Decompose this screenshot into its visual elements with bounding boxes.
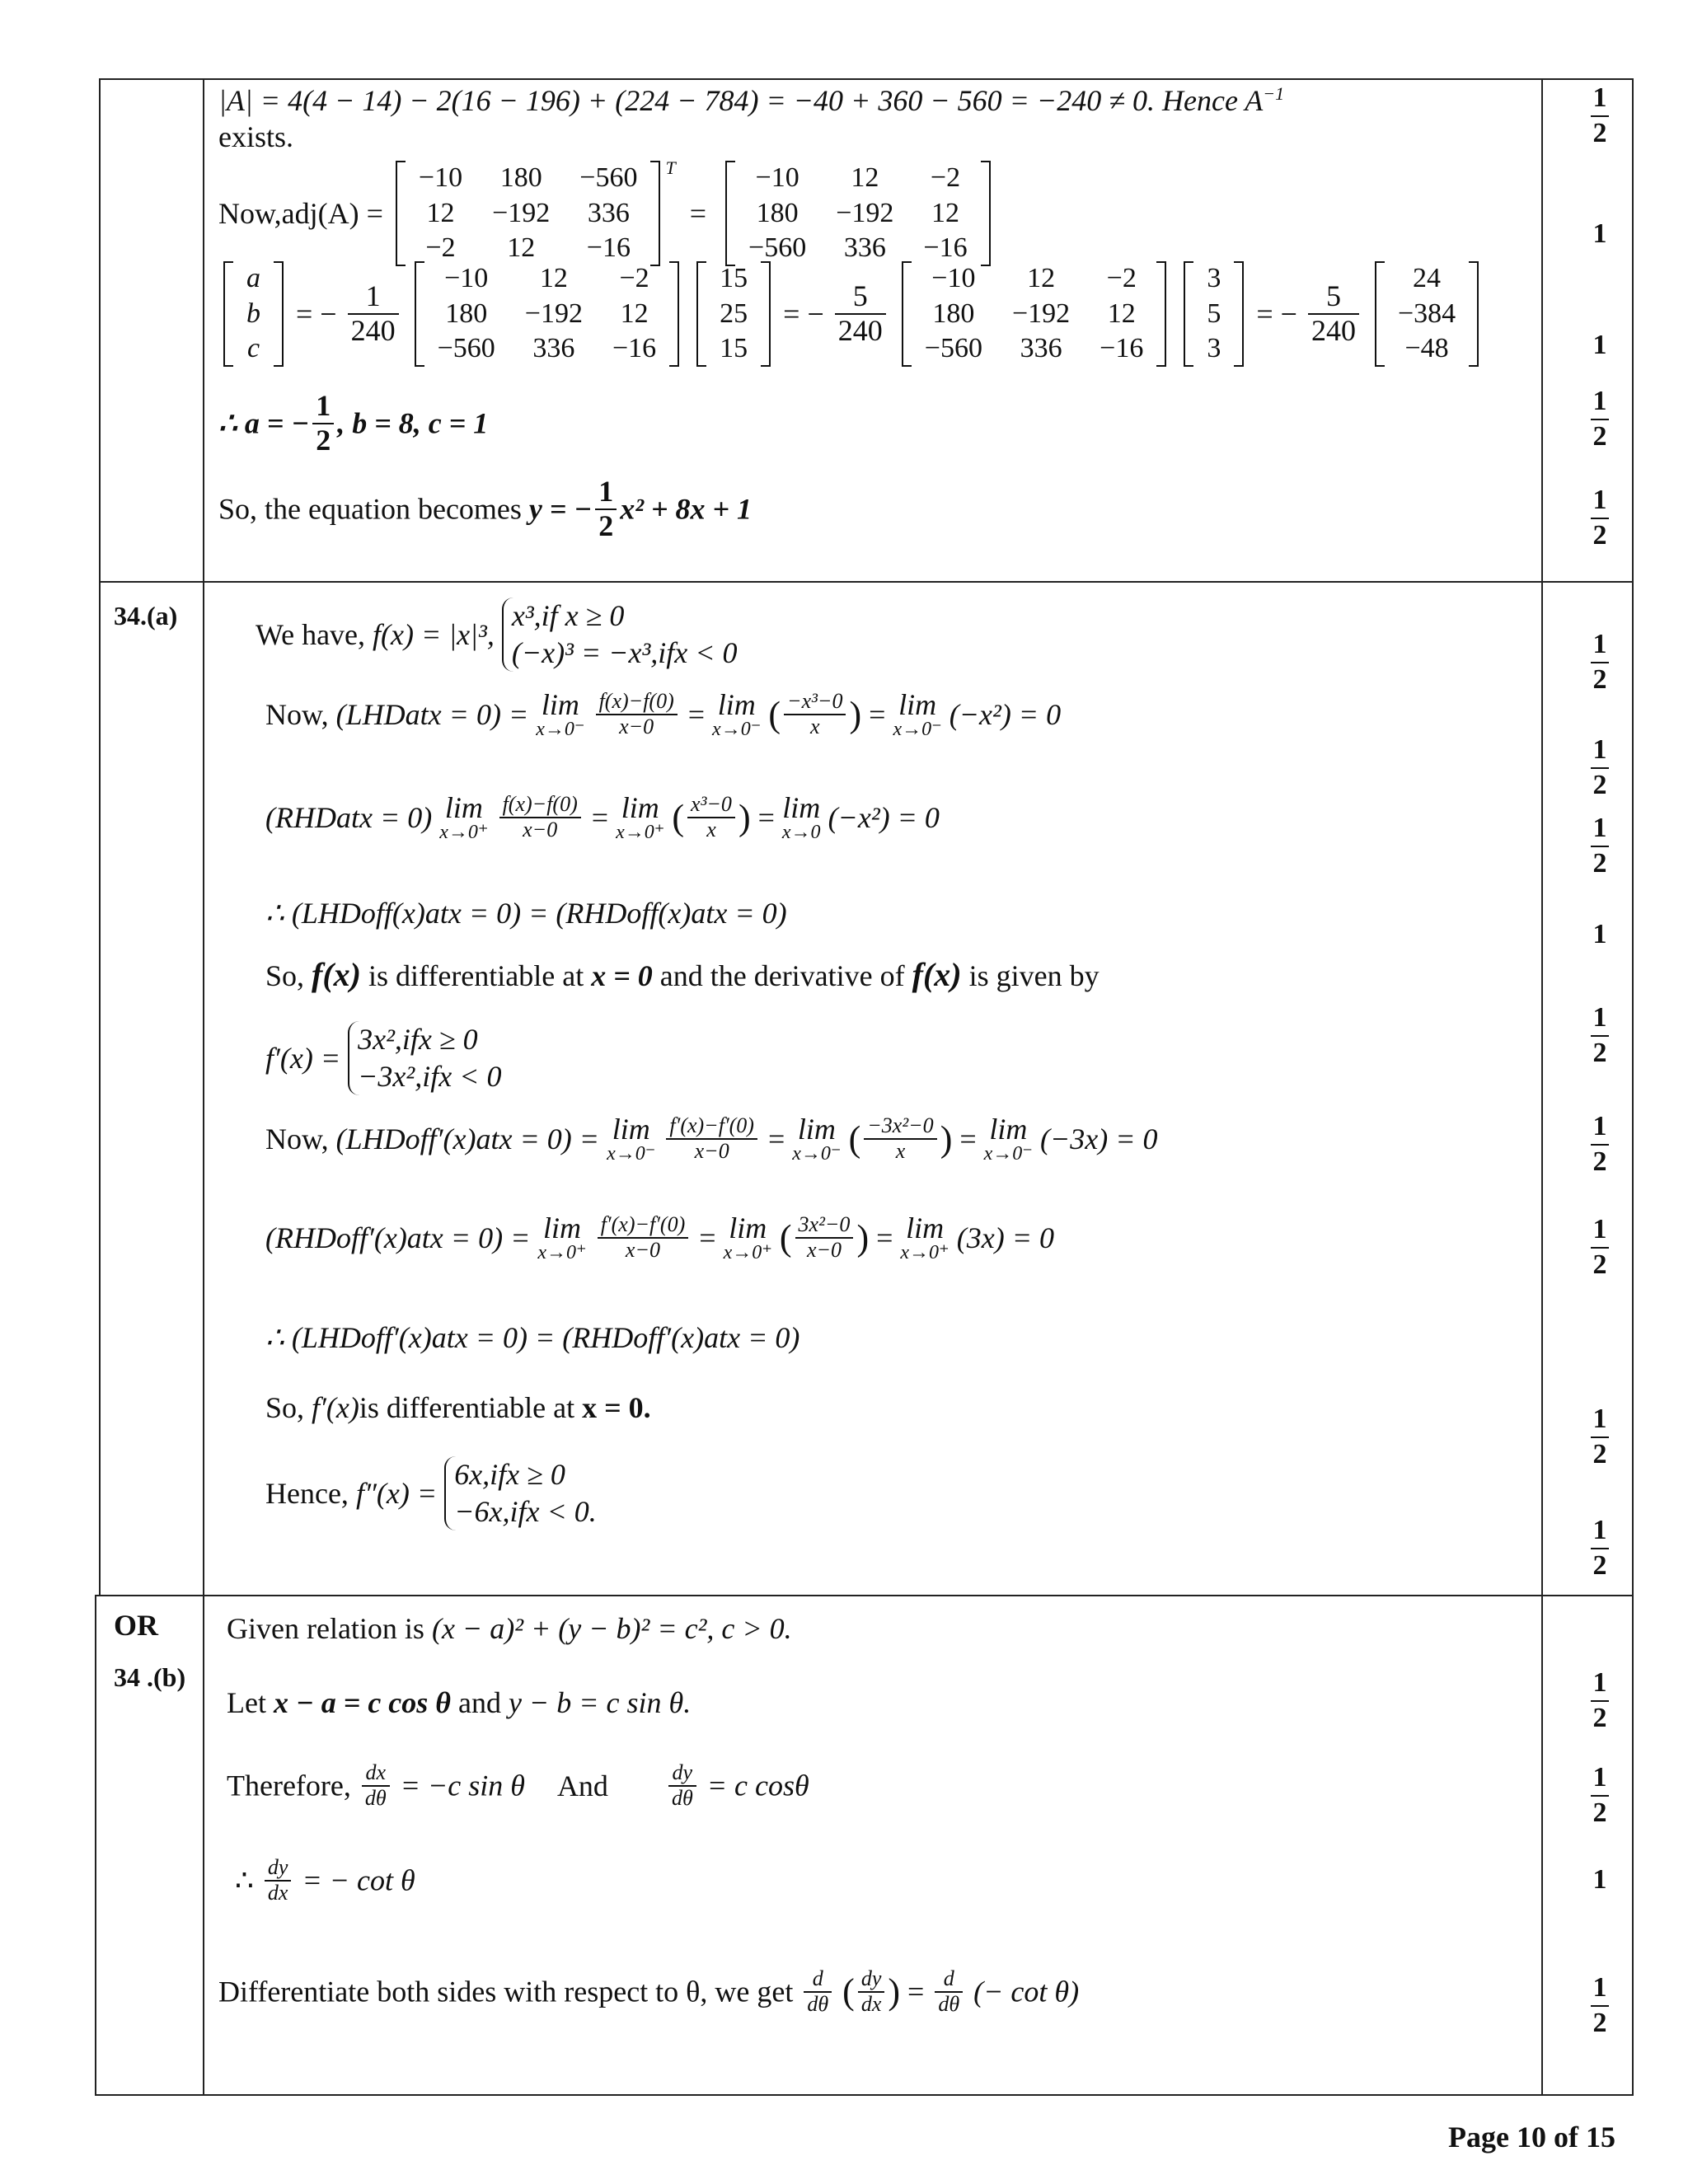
math-part: lim: [782, 791, 821, 824]
numerator: 1: [595, 476, 617, 510]
math-part: x→0⁻: [712, 719, 762, 740]
lhd-equals-rhd-f-prime: ∴ (LHDoff′(x)atx = 0) = (RHDoff′(x)atx = 0): [265, 1321, 800, 1354]
lhd-equals-rhd-f: ∴ (LHDoff(x)atx = 0) = (RHDoff(x)atx = 0): [265, 897, 787, 930]
vector-row: [1192, 331, 1236, 367]
vector-rhs-2: [1184, 261, 1244, 367]
matrix-cell: 12: [1027, 263, 1056, 293]
mark-half: [1566, 628, 1634, 697]
numerator: f(x)−f(0): [596, 690, 678, 715]
math-part: lim: [906, 1212, 945, 1244]
numerator: 1: [1591, 1514, 1609, 1549]
matrix-row: [404, 161, 653, 196]
mark-half: [1566, 1403, 1634, 1472]
solution-matrix-line: a b c = − $\frac{1}{240}$ −10 12 −2 180 −192 12 −560 336 −16 15 25 15 = − $\frac{5}{240}$ −10 12 −2 180 −192 12 −560 336 −16 3 5 3 = − $\frac{5}{240}$ 24 −384 −48: [218, 261, 1484, 367]
matrix-cell: −2: [619, 263, 649, 293]
matrix-row: [404, 196, 653, 232]
inverse-superscript: −1: [1263, 83, 1285, 104]
denominator: x: [809, 715, 820, 738]
matrix-cell: 12: [1107, 298, 1136, 329]
mark-half: [1566, 1001, 1634, 1071]
math-part: lim: [898, 688, 937, 721]
denominator: dx: [860, 1991, 882, 2016]
vector-cell: −384: [1397, 298, 1456, 329]
denominator: 2: [1592, 769, 1607, 800]
vector-row: [232, 261, 275, 297]
vector-cell: 5: [1207, 298, 1221, 329]
marking-scheme-table: [99, 78, 1634, 2096]
vector-row: [232, 297, 275, 332]
numerator: 1: [1591, 628, 1609, 663]
math-part: lim: [543, 1212, 582, 1244]
matrix-cell: 180: [445, 298, 488, 329]
mark-half: [1566, 82, 1634, 151]
numerator: f′(x)−f′(0): [598, 1213, 689, 1239]
rhd-f-line: (RHDatx = 0) lim x→0⁺ $\frac{f(x)-f(0)}{x-0}$ = lim x→0⁺ ( $\frac{\text{x³−0}}{x}$ ) = lim x→0 (−x²) = 0: [265, 791, 940, 843]
matrix-cell: 180: [499, 162, 542, 193]
derivatives-theta-line: Therefore, $\frac{dx}{d\theta}$ = −c sin θ And $\frac{dy}{d\theta}$ = c cosθ: [227, 1760, 809, 1810]
denominator: 2: [1592, 1037, 1607, 1068]
mark-half: [1566, 812, 1634, 881]
vector-row: [232, 331, 275, 367]
row-33-continuation: [99, 78, 1634, 581]
equation-line: So, the equation becomes y = − $\frac{1}{2}$ x² + 8x + 1: [218, 475, 753, 542]
math-part: x→0⁻: [893, 719, 942, 740]
table-bottom-border: [95, 2094, 1634, 2096]
vector-abc: [223, 261, 284, 367]
denominator: dx: [267, 1880, 288, 1905]
row-34b: [99, 1596, 1634, 2094]
vector-row: [705, 261, 762, 297]
numerator: d: [804, 1967, 832, 1993]
f-cases: x³,if x ≥ 0 (−x)³ = −x³,ifx < 0: [502, 598, 738, 672]
vector-row: [1383, 261, 1470, 297]
math-part: x→0⁺: [723, 1242, 772, 1263]
denominator: x−0: [694, 1139, 729, 1163]
numerator: dy: [858, 1967, 885, 1993]
denominator: 2: [1592, 2007, 1607, 2038]
matrix-cell: −16: [612, 333, 657, 363]
vector-row: [1192, 261, 1236, 297]
denominator: 240: [837, 313, 883, 347]
differentiate-line: Differentiate both sides with respect to θ, we get $\frac{d}{d\theta}$ ( $\frac{dy}{dx}$ ) = $\frac{d}{d\theta}$ (− cot θ): [218, 1966, 1080, 2016]
math-part: lim: [541, 688, 579, 721]
matrix-row: [910, 297, 1159, 332]
matrix-cell: −16: [1100, 333, 1144, 363]
matrix-cell: −560: [579, 162, 638, 193]
denominator: 240: [350, 313, 396, 347]
matrix-cell: −10: [444, 263, 489, 293]
differentiable-line: So, f(x) is differentiable at x = 0 and the derivative of f(x) is given by: [265, 956, 1100, 993]
vector-cell: 15: [720, 263, 748, 293]
matrix-cell: 180: [932, 298, 975, 329]
numerator: x³−0: [687, 793, 735, 818]
mark-half: [1566, 733, 1634, 803]
mark-half: [1566, 484, 1634, 553]
numerator: dy: [668, 1761, 696, 1787]
matrix-row: [423, 261, 672, 297]
denominator: x−0: [523, 818, 558, 841]
vector-cell: 25: [720, 298, 748, 329]
one-over-240: [348, 280, 399, 347]
mark-half: [1566, 1761, 1634, 1830]
numerator: f(x)−f(0): [499, 793, 581, 818]
math-part: x→0⁻: [607, 1143, 656, 1165]
matrix-cell: −192: [1011, 298, 1071, 329]
mark-half: [1566, 1213, 1634, 1282]
matrix-cell: 12: [620, 298, 649, 329]
matrix-cell: 336: [843, 232, 886, 263]
denominator: dθ: [938, 1991, 960, 2016]
exists-text: exists.: [218, 120, 294, 153]
denominator: 2: [1592, 117, 1607, 148]
numerator: 1: [348, 280, 399, 315]
numerator: 1: [1591, 1666, 1609, 1702]
denominator: 2: [1592, 1249, 1607, 1280]
matrix-row: [423, 297, 672, 332]
numerator: 5: [1308, 280, 1359, 315]
given-relation: Given relation is (x − a)² + (y − b)² = c², c > 0.: [227, 1612, 792, 1645]
adjoint-matrix: [725, 161, 991, 266]
matrix-cell: −16: [923, 232, 968, 263]
matrix-cell: −2: [930, 162, 961, 193]
denominator: 2: [1592, 1146, 1607, 1177]
mark-one: 1: [1592, 1864, 1607, 1895]
f-definition-line: We have, f(x) = |x|³, x³,if x ≥ 0 (−x)³ = −x³,ifx < 0: [256, 598, 738, 672]
mark-half: [1566, 1514, 1634, 1583]
f-prime-differentiable: So, f′(x)is differentiable at x = 0.: [265, 1391, 651, 1424]
determinant-text: |A| = 4(4 − 14) − 2(16 − 196) + (224 − 784) = −40 + 360 − 560 = −240 ≠ 0. Hence A: [218, 84, 1264, 117]
vector-cell: b: [246, 298, 260, 329]
numerator: 1: [1591, 733, 1609, 769]
adjoint-line: [218, 157, 996, 266]
row-34a: [99, 583, 1634, 1595]
equals-sign: =: [689, 196, 707, 230]
math-part: lim: [717, 688, 756, 721]
numerator: 1: [1591, 812, 1609, 847]
adjoint-label: Now,adj(A) =: [218, 196, 383, 230]
question-label-34b: 34 .(b): [114, 1662, 186, 1692]
denominator: 2: [1592, 519, 1607, 551]
denominator: x−0: [619, 715, 654, 738]
math-part: lim: [621, 791, 659, 824]
denominator: 240: [1311, 313, 1356, 347]
page-number: Page 10 of 15: [1448, 2121, 1615, 2154]
math-part: lim: [444, 791, 483, 824]
mark-half: [1566, 1110, 1634, 1179]
matrix-cell: −560: [748, 232, 807, 263]
vector-row: [1383, 331, 1470, 367]
numerator: −x³−0: [784, 690, 846, 715]
transpose-symbol: T: [665, 157, 676, 178]
matrix-cell: −192: [492, 197, 551, 228]
matrix-cell: 336: [532, 333, 575, 363]
numerator: 3x²−0: [795, 1213, 854, 1239]
matrix-row: [910, 261, 1159, 297]
denominator: 2: [1592, 847, 1607, 879]
adjoint-matrix-repeat-2: [902, 261, 1167, 367]
lhd-f-line: Now, (LHDatx = 0) = lim x→0⁻ $\frac{f(x)-f(0)}{x-0}$ = lim x→0⁻ ( $\frac{\text{−x³−0}}{x}$ ) = lim x→0⁻ (−x²) = 0: [265, 688, 1062, 740]
determinant-line: [218, 83, 1284, 118]
denominator: 2: [1592, 420, 1607, 452]
denominator: x: [895, 1139, 906, 1163]
denominator: 2: [1592, 1438, 1607, 1469]
numerator: dy: [265, 1856, 292, 1882]
rhd-f-prime-line: (RHDoff′(x)atx = 0) = lim x→0⁺ $\frac{f'(x)-f'(0)}{x-0}$ = lim x→0⁺ ( $\frac{\text{3x²−0}}{x-0}$ ) = lim x→0⁺ (3x) = 0: [265, 1212, 1054, 1263]
numerator: 5: [835, 280, 886, 315]
numerator: 1: [1591, 385, 1609, 420]
matrix-row: [423, 331, 672, 367]
math-part: x→0⁺: [439, 822, 489, 843]
math-part: lim: [989, 1113, 1028, 1146]
matrix-cell: −10: [755, 162, 799, 193]
matrix-cell: −2: [1106, 263, 1137, 293]
numerator: d: [935, 1967, 963, 1993]
f-prime-cases: 3x²,ifx ≥ 0 −3x²,ifx < 0: [348, 1021, 501, 1095]
mark-one: 1: [1592, 218, 1607, 249]
matrix-row: [910, 331, 1159, 367]
denominator: dθ: [671, 1785, 693, 1810]
matrix-cell: 336: [587, 197, 630, 228]
denominator: x−0: [806, 1238, 842, 1262]
vector-cell: 24: [1413, 263, 1442, 293]
matrix-cell: −192: [836, 197, 894, 228]
five-over-240-b: [1308, 280, 1359, 347]
denominator: x: [706, 818, 716, 841]
denominator: dθ: [364, 1785, 387, 1810]
abc-result-line: ∴ a = − $\frac{1}{2}$ , b = 8, c = 1: [218, 389, 489, 457]
vector-cell: c: [246, 333, 260, 363]
numerator: 1: [1591, 484, 1609, 519]
matrix-cell: −192: [524, 298, 583, 329]
numerator: dx: [362, 1761, 390, 1787]
equation-half: [595, 476, 617, 542]
matrix-cell: 12: [539, 263, 568, 293]
denominator: 2: [1592, 1702, 1607, 1733]
math-part: lim: [612, 1113, 650, 1146]
substitution-line: Let x − a = c cos θ and y − b = c sin θ.: [227, 1686, 692, 1719]
adjoint-matrix-transpose: [396, 161, 661, 266]
denominator: 2: [598, 509, 614, 542]
numerator: 1: [1591, 1403, 1609, 1438]
mark-one: 1: [1592, 919, 1607, 949]
vector-result: [1375, 261, 1479, 367]
numerator: 1: [1591, 1110, 1609, 1146]
math-part: x→0⁻: [983, 1143, 1033, 1165]
vector-cell: a: [246, 263, 260, 293]
denominator: 2: [1592, 663, 1607, 695]
math-part: lim: [729, 1212, 767, 1244]
numerator: 1: [1591, 1971, 1609, 2007]
vector-row: [1383, 297, 1470, 332]
vector-cell: −48: [1404, 333, 1449, 363]
denominator: 2: [1592, 1797, 1607, 1828]
vector-cell: 3: [1207, 333, 1221, 363]
f-prime-definition: f′(x) = 3x²,ifx ≥ 0 −3x²,ifx < 0: [265, 1021, 501, 1095]
matrix-cell: 336: [1020, 333, 1062, 363]
numerator: 1: [1591, 1761, 1609, 1797]
math-part: x→0⁻: [536, 719, 585, 740]
mark-one: 1: [1592, 330, 1607, 360]
vector-cell: 15: [720, 333, 748, 363]
table-left-border-lower: [95, 1595, 96, 2096]
matrix-cell: 12: [426, 197, 455, 228]
half-fraction: [312, 390, 334, 457]
denominator: dθ: [807, 1991, 829, 2016]
math-part: lim: [797, 1113, 836, 1146]
matrix-cell: 12: [851, 162, 879, 193]
question-label-34a: 34.(a): [114, 601, 178, 630]
numerator: −3x²−0: [864, 1114, 936, 1140]
matrix-cell: 12: [507, 232, 536, 263]
mark-half: [1566, 1666, 1634, 1736]
lhd-f-prime-line: Now, (LHDoff′(x)atx = 0) = lim x→0⁻ $\frac{f'(x)-f'(0)}{x-0}$ = lim x→0⁻ ( $\frac{\text{−3x²−0}}{x}$ ) = lim x→0⁻ (−3x) = 0: [265, 1113, 1158, 1165]
numerator: 1: [1591, 82, 1609, 117]
matrix-cell: −16: [586, 232, 631, 263]
vector-row: [705, 331, 762, 367]
f-double-prime: Hence, f″(x) = 6x,ifx ≥ 0 −6x,ifx < 0.: [265, 1456, 597, 1530]
numerator: 1: [1591, 1001, 1609, 1037]
math-part: x→0⁺: [616, 822, 665, 843]
numerator: 1: [312, 390, 334, 424]
matrix-cell: −560: [437, 333, 495, 363]
adjoint-matrix-repeat: [415, 261, 680, 367]
matrix-cell: −10: [931, 263, 976, 293]
vector-rhs-1: [696, 261, 771, 367]
math-part: x→0⁺: [537, 1242, 587, 1263]
matrix-cell: 12: [931, 197, 960, 228]
vector-cell: 3: [1207, 263, 1221, 293]
f-double-prime-cases: 6x,ifx ≥ 0 −6x,ifx < 0.: [444, 1456, 597, 1530]
vector-row: [705, 297, 762, 332]
matrix-cell: 180: [756, 197, 799, 228]
math-part: x→0⁻: [792, 1143, 842, 1165]
matrix-row: [734, 196, 982, 232]
denominator: 2: [1592, 1549, 1607, 1581]
mark-half: [1566, 385, 1634, 454]
denominator: 2: [316, 423, 331, 457]
vector-row: [1192, 297, 1236, 332]
or-label: OR: [114, 1609, 158, 1642]
matrix-row: [734, 161, 982, 196]
five-over-240: [835, 280, 886, 347]
math-part: x→0: [781, 822, 821, 843]
numerator: 1: [1591, 1213, 1609, 1249]
mark-half: [1566, 1971, 1634, 2041]
matrix-cell: −2: [425, 232, 456, 263]
numerator: f′(x)−f′(0): [666, 1114, 757, 1140]
math-part: x→0⁺: [900, 1242, 950, 1263]
matrix-cell: −10: [418, 162, 463, 193]
denominator: x−0: [625, 1238, 661, 1262]
matrix-cell: −560: [924, 333, 982, 363]
dy-dx-line: ∴ $\frac{dy}{dx}$ = − cot θ: [235, 1855, 415, 1905]
